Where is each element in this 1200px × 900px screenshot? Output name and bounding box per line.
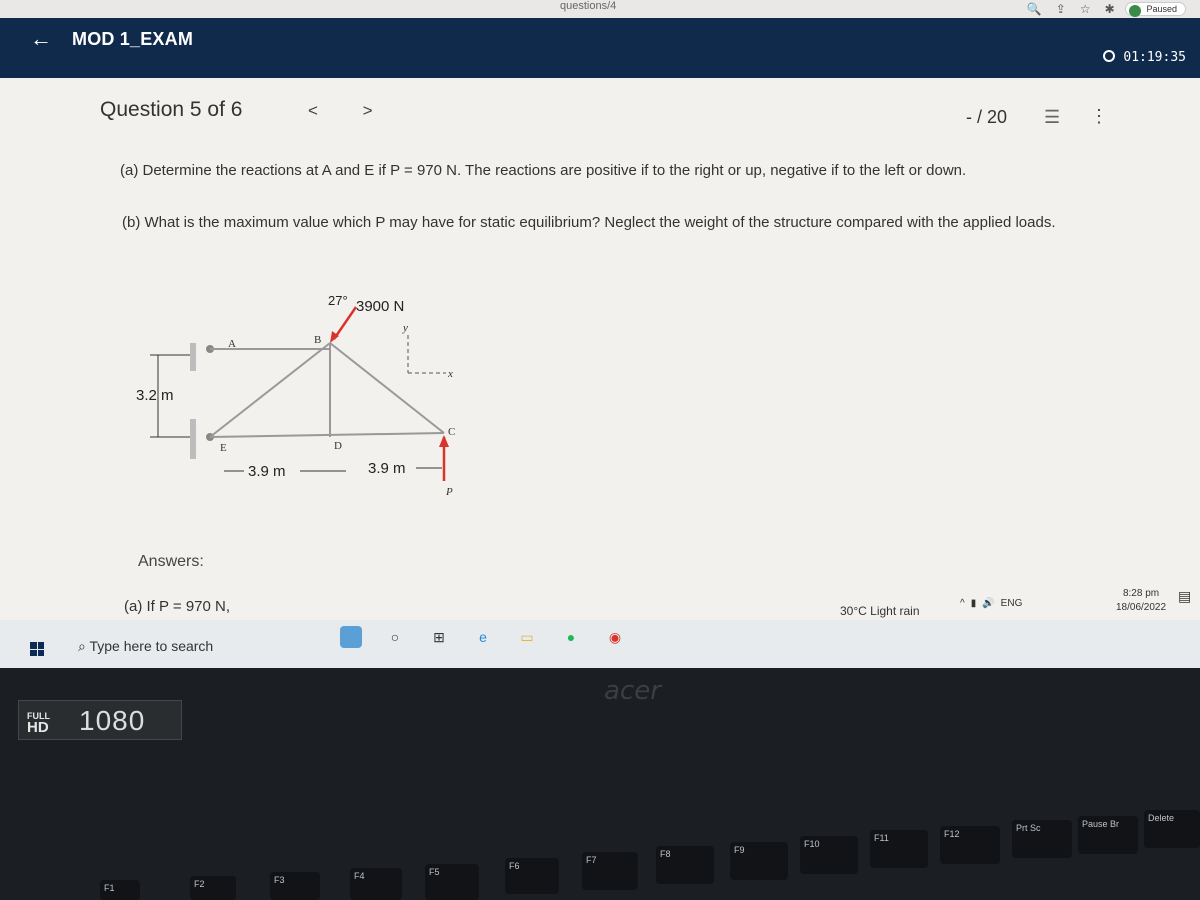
question-heading: Question 5 of 6 xyxy=(100,98,243,121)
height-label: 3.2 m xyxy=(136,387,174,404)
browser-icons xyxy=(1027,2,1140,16)
taskbar-apps xyxy=(340,620,626,654)
key-delete[interactable]: Delete xyxy=(1144,810,1200,848)
key-f7[interactable]: F7 xyxy=(582,852,638,890)
key-f2[interactable]: F2 xyxy=(190,876,236,900)
system-tray xyxy=(960,598,1022,609)
key-prtsc[interactable]: Prt Sc xyxy=(1012,820,1072,858)
taskbar-time: 8:28 pm xyxy=(1122,588,1160,599)
member-eb xyxy=(210,343,330,437)
question-score: - / 20 xyxy=(966,107,1008,127)
key-f8[interactable]: F8 xyxy=(656,846,714,884)
fullhd-small: FULL xyxy=(27,711,50,721)
keyboard xyxy=(0,800,1200,900)
widgets-icon[interactable] xyxy=(340,626,362,648)
key-f9[interactable]: F9 xyxy=(730,842,788,880)
timer xyxy=(1103,50,1186,65)
prev-question-button[interactable]: < xyxy=(308,101,318,120)
key-f4[interactable]: F4 xyxy=(350,868,402,900)
fullhd-sticker xyxy=(18,700,182,740)
y-axis-label: y xyxy=(403,322,408,334)
question-list-icon[interactable]: ☰ xyxy=(1044,107,1061,127)
label-a: A xyxy=(228,338,236,350)
acer-logo: acer xyxy=(604,676,661,706)
fullhd-hd: HD xyxy=(27,719,49,736)
windows-taskbar xyxy=(0,620,1200,668)
star-icon[interactable]: ☆ xyxy=(1079,2,1091,16)
span2-label: 3.9 m xyxy=(368,460,406,477)
force-arrow xyxy=(334,307,356,339)
network-icon[interactable]: ▮ xyxy=(970,598,977,609)
label-e: E xyxy=(220,442,227,454)
wall-support-a xyxy=(190,343,196,371)
angle-label: 27° xyxy=(328,293,348,308)
answer-part-a-label: (a) If P = 970 N, xyxy=(124,598,231,615)
browser-strip xyxy=(0,0,1200,20)
key-f10[interactable]: F10 xyxy=(800,836,858,874)
label-b: B xyxy=(314,334,322,346)
volume-icon[interactable]: 🔊 xyxy=(982,598,995,609)
tray-chevron-icon[interactable]: ^ xyxy=(960,598,965,609)
timer-icon xyxy=(1103,50,1115,62)
exam-title: MOD 1_EXAM xyxy=(72,29,194,49)
key-f6[interactable]: F6 xyxy=(505,858,559,894)
cortana-icon[interactable]: ○ xyxy=(390,629,400,645)
taskbar-datetime[interactable] xyxy=(1116,587,1166,615)
label-c: C xyxy=(448,426,456,438)
question-part-a: (a) Determine the reactions at A and E if P = 970 N. The reactions are positive if to the right or up, negative if to the left or down. xyxy=(120,162,967,179)
span1-label: 3.9 m xyxy=(248,463,286,480)
back-arrow-icon[interactable]: ← xyxy=(30,26,52,51)
question-nav xyxy=(308,101,413,121)
url-fragment: questions/4 xyxy=(560,0,617,12)
profile-paused-badge[interactable]: Paused xyxy=(1125,2,1186,16)
force-label: 3900 N xyxy=(356,298,405,315)
label-d: D xyxy=(334,440,342,452)
notification-icon[interactable]: ▤ xyxy=(1178,588,1192,604)
taskbar-search-placeholder: Type here to search xyxy=(89,638,214,654)
question-part-b: (b) What is the maximum value which P may have for static equilibrium? Neglect the weight of the structure compared with the applied loads. xyxy=(122,214,1056,231)
task-view-icon[interactable]: ⊞ xyxy=(433,628,445,645)
zoom-icon[interactable]: 🔍 xyxy=(1026,2,1042,16)
edge-icon[interactable]: e xyxy=(479,629,487,645)
timer-value: 01:19:35 xyxy=(1123,50,1186,65)
next-question-button[interactable]: > xyxy=(362,101,373,120)
key-pause[interactable]: Pause Br xyxy=(1078,816,1138,854)
chrome-icon[interactable]: ◉ xyxy=(608,628,622,645)
key-f11[interactable]: F11 xyxy=(870,830,928,868)
file-explorer-icon[interactable]: ▭ xyxy=(520,628,534,645)
windows-start-icon[interactable] xyxy=(30,642,44,656)
key-f5[interactable]: F5 xyxy=(425,864,479,900)
more-options-icon[interactable]: ⋮ xyxy=(1090,106,1108,126)
key-f1[interactable]: F1 xyxy=(100,880,140,900)
truss-diagram xyxy=(120,285,480,505)
fullhd-res: 1080 xyxy=(79,705,146,736)
weather-widget[interactable]: 30°C Light rain xyxy=(840,604,920,618)
answers-heading: Answers: xyxy=(138,553,204,570)
wall-support-e xyxy=(190,419,196,459)
key-f12[interactable]: F12 xyxy=(940,826,1000,864)
share-icon[interactable]: ⇪ xyxy=(1055,2,1066,16)
exam-header xyxy=(0,18,1200,78)
member-bc xyxy=(330,343,444,433)
spotify-icon[interactable]: ● xyxy=(566,629,576,645)
taskbar-date: 18/06/2022 xyxy=(1116,602,1167,613)
label-p: P xyxy=(446,486,453,498)
x-axis-label: x xyxy=(448,368,453,380)
member-ec xyxy=(210,433,444,437)
taskbar-search[interactable]: ⌕ Type here to search xyxy=(78,638,214,654)
extension-icon[interactable]: ✱ xyxy=(1104,2,1115,16)
key-f3[interactable]: F3 xyxy=(270,872,320,900)
language-indicator[interactable]: ENG xyxy=(1000,598,1023,609)
